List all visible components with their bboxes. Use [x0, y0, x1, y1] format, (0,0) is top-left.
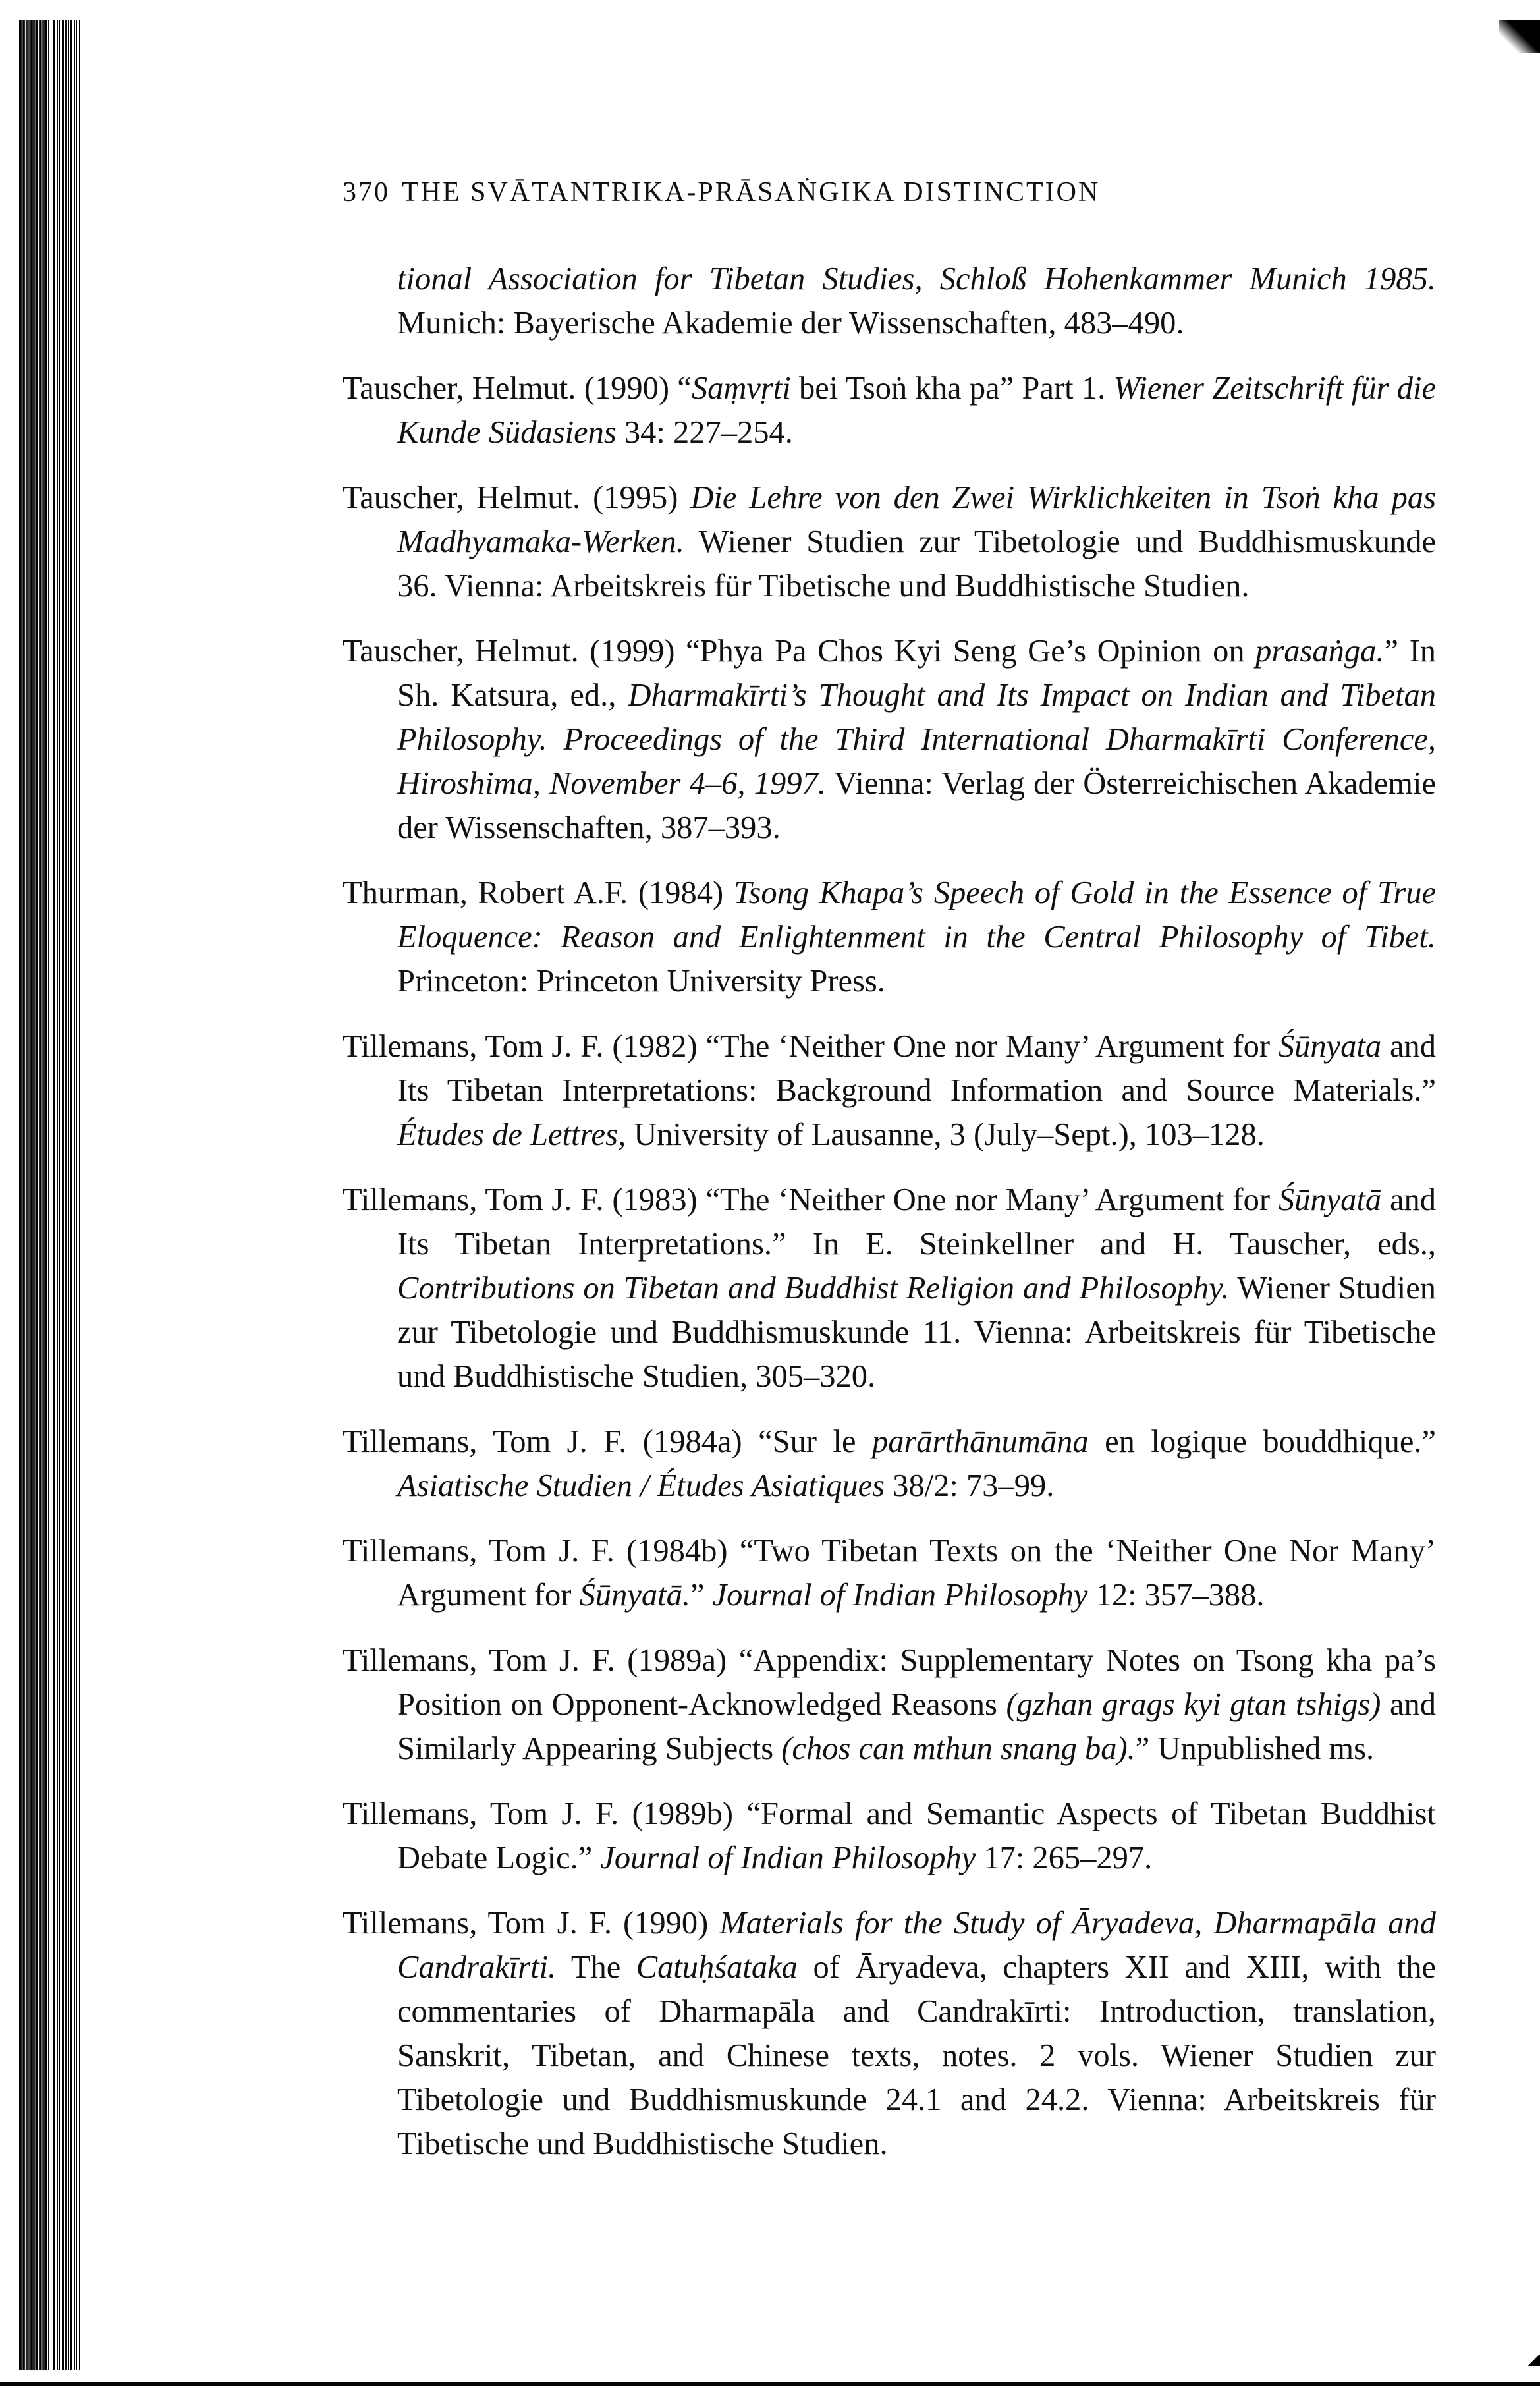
entry-text: Wiener Studien zur Tibetologie und Buddhismuskunde 11. Vienna: Arbeitskreis für Tibetische und Buddhistische Studien, 305–320. — [397, 1271, 1436, 1394]
bibliography-entry — [343, 257, 1436, 345]
bibliography-entry — [343, 1420, 1436, 1508]
entry-text: en logique bouddhique.” — [1088, 1424, 1436, 1459]
entry-text-italic: Śūnyatā — [1278, 1182, 1382, 1217]
scan-bottom-border — [0, 2382, 1540, 2386]
entry-text: Tauscher, Helmut. (1990) “ — [343, 371, 692, 406]
entry-text: Tillemans, Tom J. F. (1982) “The ‘Neither One nor Many’ Argument for — [343, 1029, 1279, 1064]
running-head — [343, 177, 1462, 216]
entry-text: Thurman, Robert A.F. (1984) — [343, 875, 734, 910]
entry-text: Princeton: Princeton University Press. — [397, 964, 885, 999]
entry-text: and Its Tibetan Interpretations: Background Information and Source Materials.” — [397, 1029, 1436, 1108]
entry-text: 34: 227–254. — [616, 415, 793, 450]
entry-text-italic: Journal of Indian Philosophy — [712, 1578, 1088, 1613]
entry-text: ” Unpublished ms. — [1135, 1731, 1375, 1766]
entry-text-italic: Journal of Indian Philosophy — [600, 1841, 976, 1875]
entry-text: Tauscher, Helmut. (1999) “Phya Pa Chos Kyi Seng Ge’s Opinion on — [343, 634, 1256, 669]
scan-corner-artifact-bottom — [1527, 2355, 1540, 2366]
entry-text: ” In Sh. Katsura, ed., — [397, 634, 1436, 713]
entry-text-italic: Materials for the Study of Āryadeva, Dharmapāla and Candrakīrti. — [397, 1906, 1436, 1985]
running-head-title: THE SVĀTANTRIKA-PRĀSAṄGIKA DISTINCTION — [402, 177, 1101, 208]
scanned-book-edge — [19, 20, 80, 2370]
bibliography-list — [343, 257, 1436, 2187]
entry-text-italic: tional Association for Tibetan Studies, Schloß Hohenkammer Munich 1985. — [397, 262, 1436, 296]
entry-text: Wiener Studien zur Tibetologie und Buddhismuskunde 36. Vienna: Arbeitskreis für Tibetische und Buddhistische Studien. — [397, 524, 1436, 603]
entry-text-italic: Asiatische Studien / Études Asiatiques — [397, 1468, 885, 1503]
bibliography-entry — [343, 1638, 1436, 1771]
entry-text-italic: parārthānumāna — [871, 1424, 1089, 1459]
entry-text-italic: Die Lehre von den Zwei Wirklichkeiten in Tsoṅ kha pas Madhyamaka-Werken. — [397, 480, 1436, 559]
entry-text: Tillemans, Tom J. F. (1989a) “Appendix: Supplementary Notes on Tsong kha pa’s Position on Opponent-Acknowledged Reasons — [343, 1643, 1436, 1722]
entry-text: Tillemans, Tom J. F. (1984b) “Two Tibetan Texts on the ‘Neither One Nor Many’ Argument for — [343, 1534, 1436, 1613]
entry-text: Tillemans, Tom J. F. (1984a) “Sur le — [343, 1424, 872, 1459]
entry-text: 12: 357–388. — [1087, 1578, 1265, 1613]
entry-text-italic: (chos can mthun snang ba). — [781, 1731, 1136, 1766]
entry-text: Tauscher, Helmut. (1995) — [343, 480, 691, 515]
entry-text: ” — [690, 1578, 713, 1613]
entry-text: and Similarly Appearing Subjects — [397, 1687, 1436, 1766]
bibliography-entry — [343, 1024, 1436, 1157]
bibliography-entry — [343, 1529, 1436, 1617]
entry-text: and Its Tibetan Interpretations.” In E. Steinkellner and H. Tauscher, eds., — [397, 1182, 1436, 1262]
entry-text-italic: Catuḥśataka — [636, 1950, 798, 1985]
entry-text: The — [556, 1950, 636, 1985]
entry-text-italic: prasaṅga. — [1255, 634, 1385, 669]
bibliography-entry — [343, 476, 1436, 608]
scan-corner-artifact — [1499, 20, 1540, 53]
bibliography-entry — [343, 1792, 1436, 1880]
entry-text: Vienna: Verlag der Österreichischen Akademie der Wissenschaften, 387–393. — [397, 766, 1436, 845]
entry-text: Tillemans, Tom J. F. (1983) “The ‘Neither One nor Many’ Argument for — [343, 1182, 1279, 1217]
entry-text-italic: Dharmakīrti’s Thought and Its Impact on Indian and Tibetan Philosophy. Proceedings of the Third International Dharmakīrti Conference, Hiroshima, November 4–6, 1997. — [397, 678, 1436, 801]
bibliography-entry — [343, 1901, 1436, 2166]
page-number: 370 — [343, 177, 390, 208]
bibliography-entry — [343, 871, 1436, 1003]
entry-text-italic: Études de Lettres, — [397, 1117, 626, 1152]
bibliography-entry — [343, 366, 1436, 455]
entry-text-italic: Śūnyatā. — [579, 1578, 690, 1613]
entry-text-italic: Tsong Khapa’s Speech of Gold in the Essence of True Eloquence: Reason and Enlightenment in the Central Philosophy of Tibet. — [397, 875, 1436, 955]
entry-text-italic: Saṃvṛti — [691, 371, 791, 406]
entry-text: 38/2: 73–99. — [885, 1468, 1055, 1503]
bibliography-entry — [343, 629, 1436, 850]
entry-text-italic: Śūnyata — [1278, 1029, 1382, 1064]
entry-text: University of Lausanne, 3 (July–Sept.), 103–128. — [626, 1117, 1265, 1152]
entry-text: of Āryadeva, chapters XII and XIII, with the commentaries of Dharmapāla and Candrakīrti: Introduction, translation, Sanskrit, Tibetan, and Chinese texts, notes. 2 vols. Wiener Studien zur Tibetologie und Buddhismuskunde 24.1 and 24.2. Vienna: Arbeitskreis für Tibetische und Buddhistische Studien. — [397, 1950, 1437, 2161]
entry-text-italic: (gzhan grags kyi gtan tshigs) — [1006, 1687, 1381, 1722]
entry-text: bei Tsoṅ kha pa” Part 1. — [790, 371, 1114, 406]
entry-text: Munich: Bayerische Akademie der Wissenschaften, 483–490. — [397, 306, 1184, 341]
entry-text: Tillemans, Tom J. F. (1990) — [343, 1906, 720, 1941]
entry-text-italic: Wiener Zeitschrift für die Kunde Südasiens — [397, 371, 1436, 450]
entry-text-italic: Contributions on Tibetan and Buddhist Religion and Philosophy. — [397, 1271, 1230, 1306]
entry-text: 17: 265–297. — [976, 1841, 1153, 1875]
bibliography-entry — [343, 1178, 1436, 1399]
entry-text: Tillemans, Tom J. F. (1989b) “Formal and Semantic Aspects of Tibetan Buddhist Debate Logic.” — [343, 1796, 1436, 1875]
